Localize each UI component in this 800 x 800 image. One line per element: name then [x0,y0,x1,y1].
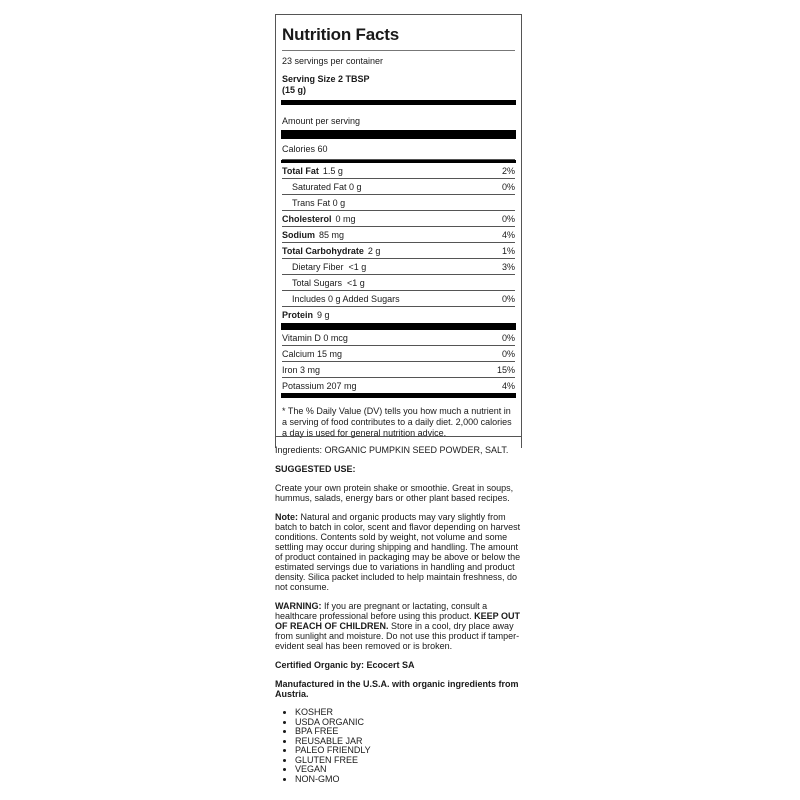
feature-item: • BPA FREE [295,727,522,737]
nutrient-name: Total Carbohydrate [282,245,364,256]
serving-size-line2: (15 g) [282,85,307,95]
feature-item: • REUSABLE JAR [295,737,522,747]
vitamin-dv: 0% [501,348,515,359]
nutrient-amount: 85 mg [319,229,345,240]
ingredients: Ingredients: ORGANIC PUMPKIN SEED POWDER, SALT. [275,445,509,455]
nutrient-amount: 9 g [317,310,330,320]
feature-item: • NON-GMO [295,775,522,785]
feature-list [275,708,522,784]
nutrient-dv: 3% [501,261,515,272]
nutrient-row-saturated-fat [282,179,515,195]
label-title: Nutrition Facts [282,25,399,44]
manufactured-in: Manufactured in the U.S.A. with organic ingredients from Austria. [275,679,519,699]
nutrient-dv: 2% [501,165,515,176]
nutrient-name: Cholesterol [282,213,332,224]
vitamin-row-calcium [282,346,515,362]
nutrient-name: Protein [282,310,314,320]
warning-text: If you are pregnant or lactating, consult a healthcare professional before using this product. [275,601,488,621]
calories-text: Calories 60 [282,144,328,154]
nutrition-facts-label [275,14,522,448]
vitamin-row-iron [282,362,515,378]
nutrient-row-cholesterol [282,211,515,227]
servings-per-container: 23 servings per container [282,50,515,70]
nutrient-dv: 0% [501,181,515,192]
nutrient-dv: 0% [501,213,515,224]
vitamin-dv: 0% [501,332,515,343]
feature-item: • KOSHER [295,708,522,718]
suggested-use-text: Create your own protein shake or smoothie. Great in soups, hummus, salads, energy bars or other plant based recipes. [275,483,514,503]
calories-row [282,139,515,160]
nutrient-row-dietary-fiber [282,259,515,275]
nutrient-name: Dietary Fiber <1 g [292,261,367,272]
vitamin-dv: 15% [496,364,515,375]
vitamin-dv: 4% [501,380,515,391]
amount-per-serving: Amount per serving [282,116,361,126]
feature-item: • PALEO FRIENDLY [295,746,522,756]
nutrient-amount: 2 g [367,245,381,256]
nutrient-row-total-fat [282,163,515,179]
vitamin-name: Potassium 207 mg [282,380,357,391]
divider-big [281,323,516,330]
warning-paragraph [275,601,522,651]
nutrient-amount: 0 mg [335,213,356,224]
divider-big [281,130,516,139]
nutrient-name: Saturated Fat 0 g [292,181,362,192]
feature-item: • GLUTEN FREE [295,756,522,766]
vitamin-name: Calcium 15 mg [282,348,343,359]
nutrient-dv: 1% [501,245,515,256]
nutrient-name: Sodium [282,229,315,240]
vitamin-name: Iron 3 mg [282,364,321,375]
nutrient-row-protein [282,307,515,323]
warning-keep-out: KEEP OUT OF REACH OF CHILDREN. [275,611,520,631]
vitamin-name: Vitamin D 0 mcg [282,332,348,343]
nutrient-row-total-sugars [282,275,515,291]
nutrient-name: Trans Fat 0 g [292,197,346,208]
serving-size-line1: Serving Size 2 TBSP [282,74,370,84]
nutrient-name: Total Sugars <1 g [292,277,365,288]
warning-label: WARNING: [275,601,322,611]
vitamin-row-potassium [282,378,515,393]
feature-item: • USDA ORGANIC [295,718,522,728]
product-details [275,436,522,784]
nutrient-row-trans-fat [282,195,515,211]
note-text: Natural and organic products may vary slightly from batch to batch in color, scent and flavor depending on harvest conditions. Contents sold by weight, not volume and some settling may occur during shipping and handling. The amount of product contained in packaging may be above or below the estimated servings due to variations in handling and product density. Silica packet included to help maintain freshness, do not consume. [275,512,521,592]
serving-size [282,74,515,100]
nutrient-row-added-sugars [282,291,515,307]
daily-value-footnote: * The % Daily Value (DV) tells you how much a nutrient in a serving of food contributes to a daily diet. 2,000 calories a day is used for general nutrition advice. [282,406,512,438]
nutrient-name: Includes 0 g Added Sugars [292,293,400,304]
note-label: Note: [275,512,298,522]
nutrient-name: Total Fat [282,165,319,176]
nutrient-dv: 4% [501,229,515,240]
warning-text-2: Store in a cool, dry place away from sunlight and moisture. Do not use this product if tamper-evident seal has been removed or is broken. [275,621,520,651]
nutrient-row-sodium [282,227,515,243]
feature-item: • VEGAN [295,765,522,775]
vitamin-row-vitamin-d [282,330,515,346]
note-paragraph [275,512,522,592]
nutrient-row-total-carbohydrate [282,243,515,259]
suggested-use-heading: SUGGESTED USE: [275,464,356,474]
nutrient-amount: 1.5 g [322,165,343,176]
nutrient-dv: 0% [501,293,515,304]
certified-organic: Certified Organic by: Ecocert SA [275,660,415,670]
